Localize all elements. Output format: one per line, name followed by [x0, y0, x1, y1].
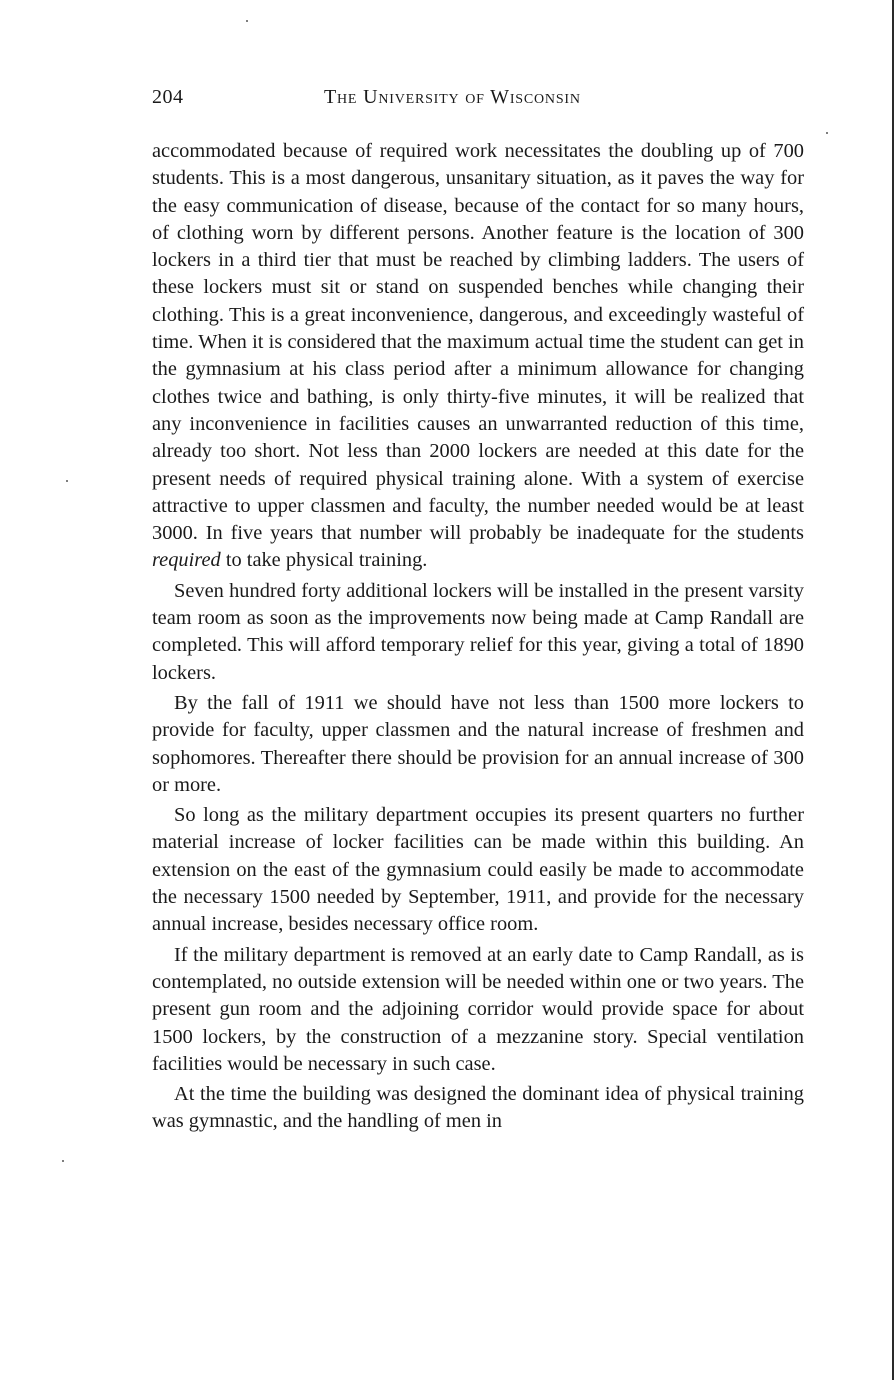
paragraph-5: If the military department is removed at an early date to Camp Randall, as is contemplated, no outside extension will be needed within one or two years. The present gun room and the adjoining corridor would provide space for about 1500 lockers, by the construction of a mezzanine story. Special ventilation facilities would be necessary in such case. [152, 943, 804, 1075]
paragraph-2: Seven hundred forty additional lockers will be installed in the present varsity team room as soon as the improvements now being made at Camp Randall are completed. This will afford temporary relief for this year, giving a total of 1890 lockers. [152, 579, 804, 684]
paragraph-3: By the fall of 1911 we should have not less than 1500 more lockers to provide for faculty, upper classmen and the natural increase of freshmen and sophomores. Thereafter there should be provision for an annual increase of 300 or more. [152, 691, 804, 796]
paragraph-1-emphasis: required [152, 549, 221, 572]
paragraph-1 [152, 138, 804, 575]
paragraph-4: So long as the military department occupies its present quarters no further material increase of locker facilities can be made within this building. An extension on the east of the gymnasium could easily be made to accommodate the necessary 1500 needed by September, 1911, and provide for the necessary annual increase, besides necessary office room. [152, 804, 804, 936]
scan-speck [66, 480, 68, 482]
paragraph-1-text-after: to take physical training. [220, 549, 428, 572]
page-number: 204 [152, 86, 184, 108]
page-edge-line [892, 0, 894, 1380]
scan-speck [246, 20, 248, 22]
page-header [152, 86, 806, 116]
paragraph-6: At the time the building was designed the dominant idea of physical training was gymnastic, and the handling of men in [152, 1083, 804, 1133]
running-title: The University of Wisconsin [324, 86, 581, 108]
body-text [152, 138, 804, 1136]
scan-speck [62, 1160, 64, 1162]
scan-speck [826, 132, 828, 134]
paragraph-1-text: accommodated because of required work necessitates the doubling up of 700 students. This is a most dangerous, unsanitary situation, as it paves the way for the easy communication of disease, because of the contact for so many hours, of clothing worn by different persons. Another feature is the location of 300 lockers in a third tier that must be reached by climbing ladders. The users of these lockers must sit or stand on suspended benches while changing their clothing. This is a great inconvenience, dangerous, and exceedingly wasteful of time. When it is considered that the maximum actual time the student can get in the gymnasium at his class period after a minimum allowance for changing clothes twice and bathing, is only thirty-five minutes, it will be realized that any inconvenience in facilities causes an unwarranted reduction of this time, already too short. Not less than 2000 lockers are needed at this date for the present needs of required physical training alone. With a system of exercise attractive to upper classmen and faculty, the number needed would be at least 3000. In five years that number will probably be inadequate for the students [152, 140, 804, 545]
